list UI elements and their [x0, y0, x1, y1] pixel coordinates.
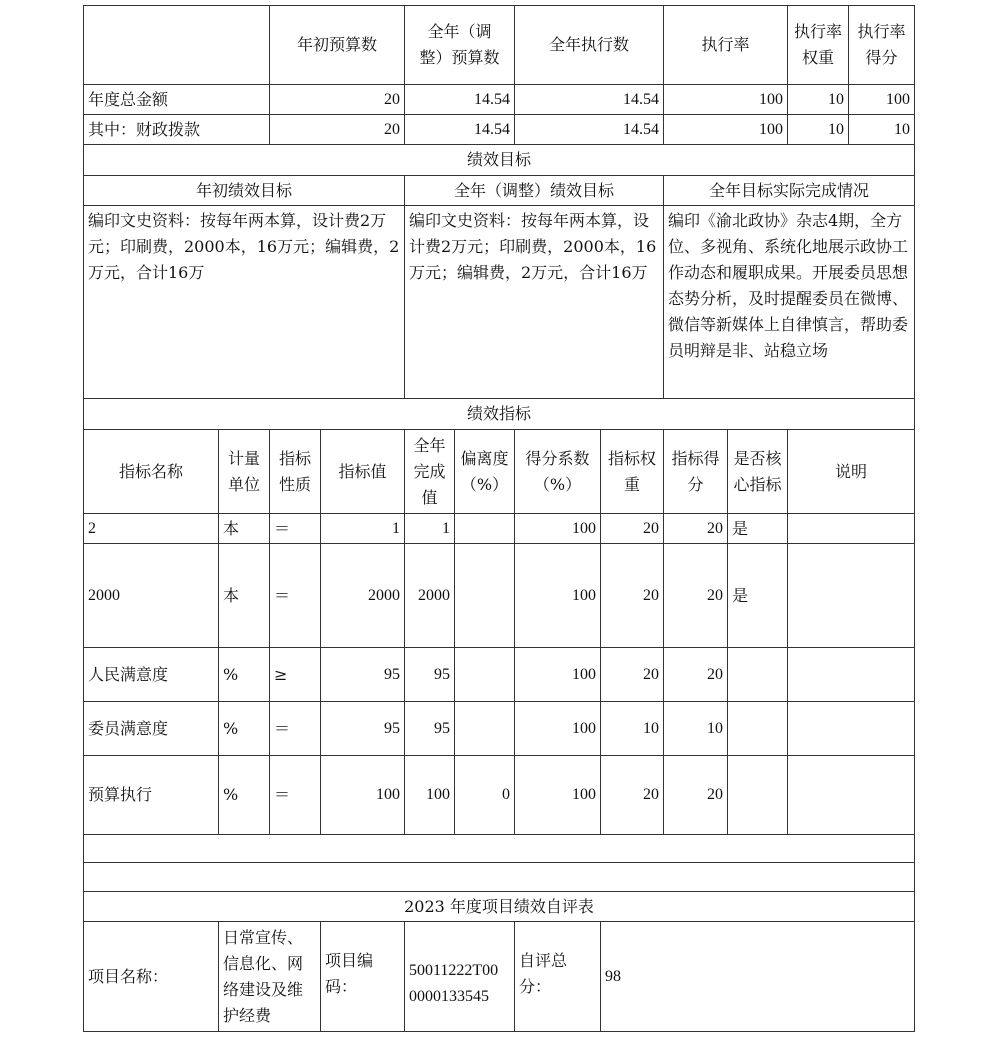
header-rate-weight-text: 执行率 权重 — [793, 22, 842, 67]
ind-deviation: 0 — [502, 786, 510, 803]
ind-name: 委员满意度 — [88, 718, 169, 738]
ind-cell-completed — [404, 513, 455, 544]
ind-target: 95 — [384, 719, 400, 737]
ind-header-weight — [600, 429, 664, 514]
ind-cell-deviation — [454, 513, 515, 544]
ind-name: 预算执行 — [88, 785, 153, 804]
ind-header-text: 是否核 心指标 — [733, 448, 782, 494]
ind-score: 20 — [707, 665, 723, 683]
budget-cell — [787, 114, 849, 145]
ind-header-unit — [218, 429, 270, 514]
ind-cell-unit — [218, 543, 270, 648]
ind-cell-deviation — [454, 647, 515, 702]
self-eval-total-value: 98 — [605, 968, 621, 985]
ind-cell-deviation — [454, 701, 515, 756]
header-annual-execution-text: 全年执行数 — [548, 35, 629, 54]
budget-cell — [514, 114, 664, 145]
ind-nature: ≥ — [274, 664, 288, 684]
project-name-cell — [218, 921, 321, 1032]
goals-actual-text: 编印《渝北政协》杂志4期，全方位、多视角、系统化地展示政协工作动态和履职成果。开展委员思想态势分析，及时提醒委员在微博、微信等新媒体上自律慎言，帮助委员明辩是非、站稳立场 — [668, 211, 909, 360]
budget-value: 100 — [759, 90, 783, 108]
ind-cell-core — [727, 701, 788, 756]
indicators-section-title — [83, 398, 915, 430]
ind-weight: 20 — [643, 786, 659, 803]
ind-weight: 20 — [643, 665, 659, 683]
ind-core: 是 — [732, 585, 749, 605]
ind-target: 100 — [376, 786, 400, 803]
project-name-label-cell — [83, 921, 219, 1032]
ind-cell-score — [663, 701, 728, 756]
ind-cell-completed — [404, 543, 455, 648]
ind-cell-weight — [600, 755, 664, 835]
budget-cell — [269, 114, 405, 145]
header-adjusted-budget-text: 全年（调 整）预算数 — [419, 22, 500, 67]
ind-header-coefficient — [514, 429, 601, 514]
indicators-title-text: 绩效指标 — [466, 404, 531, 423]
ind-cell-score — [663, 543, 728, 648]
goals-adjusted-text-cell — [404, 205, 664, 399]
ind-nature: ＝ — [274, 718, 291, 738]
ind-cell-coefficient — [514, 647, 601, 702]
ind-cell-weight — [600, 701, 664, 756]
ind-coefficient: 100 — [572, 586, 596, 604]
ind-cell-score — [663, 755, 728, 835]
budget-cell — [848, 84, 915, 115]
goals-actual-text-cell — [663, 205, 915, 399]
project-name-value: 日常宣传、信息化、网络建设及维护经费 — [223, 927, 304, 1025]
ind-cell-completed — [404, 647, 455, 702]
budget-cell — [663, 114, 788, 145]
ind-core: 是 — [732, 518, 749, 538]
ind-cell-target — [320, 513, 405, 544]
ind-coefficient: 100 — [572, 665, 596, 683]
ind-coefficient: 100 — [572, 519, 596, 537]
ind-header-text: 指标得 分 — [671, 448, 720, 494]
ind-cell-nature — [269, 701, 321, 756]
goals-header-adjusted — [404, 175, 664, 206]
budget-cell — [514, 84, 664, 115]
project-code-label-cell — [320, 921, 405, 1032]
ind-completed: 95 — [434, 719, 450, 737]
ind-score: 20 — [707, 519, 723, 537]
budget-value: 20 — [384, 120, 400, 138]
budget-cell — [404, 114, 515, 145]
budget-row-label-text: 年度总金额 — [88, 89, 169, 109]
ind-score: 20 — [707, 786, 723, 803]
ind-target: 1 — [392, 519, 400, 537]
ind-header-text: 指标 性质 — [278, 448, 311, 494]
budget-value: 10 — [894, 120, 910, 138]
budget-value: 14.54 — [623, 90, 659, 108]
budget-cell — [663, 84, 788, 115]
project-code-cell — [404, 921, 515, 1032]
budget-cell — [848, 114, 915, 145]
ind-cell-name — [83, 513, 219, 544]
budget-cell — [404, 84, 515, 115]
ind-header-deviation — [454, 429, 515, 514]
ind-cell-note — [787, 755, 915, 835]
ind-cell-deviation — [454, 543, 515, 648]
ind-cell-weight — [600, 647, 664, 702]
ind-cell-core — [727, 755, 788, 835]
ind-completed: 95 — [434, 665, 450, 683]
ind-weight: 20 — [643, 586, 659, 604]
ind-cell-weight — [600, 513, 664, 544]
budget-row-label — [83, 114, 270, 145]
ind-cell-coefficient — [514, 543, 601, 648]
ind-cell-core — [727, 543, 788, 648]
ind-cell-unit — [218, 755, 270, 835]
header-rate-weight — [787, 5, 849, 85]
ind-cell-name — [83, 701, 219, 756]
header-execution-rate — [663, 5, 788, 85]
budget-row-label — [83, 84, 270, 115]
goals-header-actual-text: 全年目标实际完成情况 — [708, 180, 869, 200]
budget-value: 14.54 — [623, 120, 659, 138]
ind-cell-note — [787, 543, 915, 648]
ind-cell-deviation — [454, 755, 515, 835]
ind-cell-note — [787, 513, 915, 544]
ind-cell-weight — [600, 543, 664, 648]
ind-cell-coefficient — [514, 513, 601, 544]
ind-completed: 1 — [442, 519, 450, 537]
ind-cell-unit — [218, 701, 270, 756]
budget-value: 10 — [828, 90, 844, 108]
ind-score: 20 — [707, 586, 723, 604]
goals-title-text: 绩效目标 — [466, 150, 531, 169]
ind-nature: ＝ — [274, 585, 291, 605]
ind-header-text: 计量 单位 — [227, 448, 260, 494]
budget-value: 100 — [886, 90, 910, 108]
ind-cell-nature — [269, 647, 321, 702]
ind-nature: ＝ — [274, 785, 291, 804]
ind-cell-completed — [404, 701, 455, 756]
ind-header-score — [663, 429, 728, 514]
ind-score: 10 — [707, 719, 723, 737]
ind-cell-note — [787, 647, 915, 702]
budget-cell — [787, 84, 849, 115]
budget-corner-cell — [83, 5, 270, 85]
project-code-value: 50011222T00 0000133545 — [409, 961, 499, 1005]
project-code-label: 项目编 码： — [325, 951, 374, 996]
ind-name: 人民满意度 — [88, 664, 169, 684]
budget-value: 100 — [759, 120, 783, 138]
ind-header-text: 指标值 — [338, 461, 387, 481]
ind-cell-coefficient — [514, 755, 601, 835]
ind-cell-core — [727, 647, 788, 702]
ind-cell-name — [83, 647, 219, 702]
ind-cell-note — [787, 701, 915, 756]
ind-cell-nature — [269, 543, 321, 648]
ind-header-text: 指标权 重 — [607, 448, 656, 494]
goals-header-actual — [663, 175, 915, 206]
ind-header-core — [727, 429, 788, 514]
ind-nature: ＝ — [274, 518, 291, 538]
project-name-label: 项目名称： — [88, 966, 169, 986]
ind-header-nature — [269, 429, 321, 514]
ind-header-text: 全年 完成 值 — [413, 435, 446, 507]
self-eval-total-label-cell — [514, 921, 601, 1032]
ind-cell-unit — [218, 647, 270, 702]
goals-header-initial — [83, 175, 405, 206]
ind-weight: 10 — [643, 719, 659, 737]
ind-target: 95 — [384, 665, 400, 683]
budget-row-label-text: 其中：财政拨款 — [88, 119, 201, 139]
ind-cell-score — [663, 647, 728, 702]
header-adjusted-budget — [404, 5, 515, 85]
ind-unit: % — [223, 664, 239, 684]
ind-header-text: 说明 — [834, 461, 867, 481]
ind-cell-unit — [218, 513, 270, 544]
ind-header-completed — [404, 429, 455, 514]
ind-header-text: 得分系数 （%） — [525, 448, 590, 494]
header-rate-score-text: 执行率 得分 — [857, 22, 906, 67]
ind-header-text: 指标名称 — [118, 461, 183, 481]
header-annual-execution — [514, 5, 664, 85]
ind-cell-target — [320, 543, 405, 648]
ind-name: 2000 — [88, 586, 120, 604]
goals-header-adjusted-text: 全年（调整）绩效目标 — [453, 180, 614, 200]
goals-initial-text-cell — [83, 205, 405, 399]
ind-target: 2000 — [368, 586, 400, 604]
header-initial-budget-text: 年初预算数 — [296, 35, 377, 54]
ind-cell-name — [83, 755, 219, 835]
budget-value: 10 — [828, 120, 844, 138]
goals-initial-text: 编印文史资料：按每年两本算，设计费2万元；印刷费，2000本，16万元；编辑费，2万元，合计16万 — [88, 211, 400, 282]
goals-adjusted-text: 编印文史资料：按每年两本算，设计费2万元；印刷费，2000本，16万元；编辑费，2万元，合计16万 — [409, 211, 657, 282]
ind-unit: % — [223, 718, 239, 738]
ind-cell-completed — [404, 755, 455, 835]
empty-row — [83, 834, 915, 863]
ind-header-target — [320, 429, 405, 514]
goals-section-title — [83, 144, 915, 176]
header-initial-budget — [269, 5, 405, 85]
ind-completed: 100 — [426, 786, 450, 803]
ind-cell-nature — [269, 513, 321, 544]
ind-cell-target — [320, 647, 405, 702]
ind-cell-score — [663, 513, 728, 544]
ind-completed: 2000 — [418, 586, 450, 604]
ind-cell-core — [727, 513, 788, 544]
header-execution-rate-text: 执行率 — [701, 35, 750, 54]
header-rate-score — [848, 5, 915, 85]
ind-weight: 20 — [643, 519, 659, 537]
self-eval-total-label: 自评总 分： — [519, 951, 568, 996]
self-eval-total-cell — [600, 921, 915, 1032]
ind-header-note — [787, 429, 915, 514]
ind-cell-nature — [269, 755, 321, 835]
ind-cell-coefficient — [514, 701, 601, 756]
ind-header-text: 偏离度 （%） — [460, 448, 509, 494]
goals-header-initial-text: 年初绩效目标 — [195, 180, 292, 200]
budget-cell — [269, 84, 405, 115]
ind-coefficient: 100 — [572, 719, 596, 737]
ind-cell-target — [320, 755, 405, 835]
ind-unit: 本 — [223, 518, 240, 538]
self-eval-title — [83, 891, 915, 922]
ind-unit: 本 — [223, 585, 240, 605]
budget-value: 14.54 — [474, 90, 510, 108]
ind-name: 2 — [88, 519, 96, 537]
budget-value: 20 — [384, 90, 400, 108]
ind-header-name — [83, 429, 219, 514]
ind-coefficient: 100 — [572, 786, 596, 803]
self-eval-title-text: 2023 年度项目绩效自评表 — [404, 896, 594, 916]
empty-row — [83, 862, 915, 892]
ind-cell-target — [320, 701, 405, 756]
ind-unit: % — [223, 785, 239, 804]
ind-cell-name — [83, 543, 219, 648]
budget-value: 14.54 — [474, 120, 510, 138]
